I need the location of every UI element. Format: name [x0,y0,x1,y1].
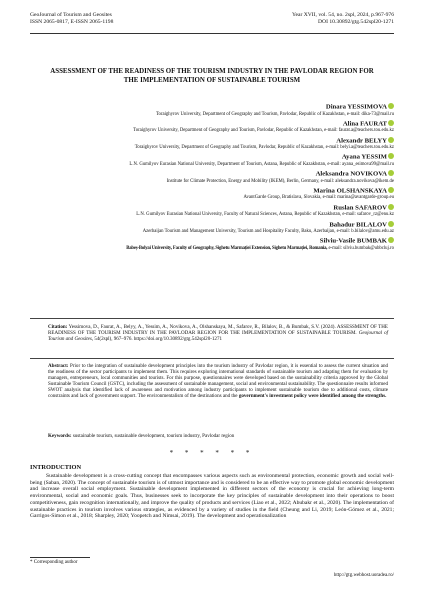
author-affiliation: AvantGarde Group, Bratislava, Slovakia, e-mail: marina@avantgarde-group.eu [243,195,394,201]
author-name: Aleksandra NOVIKOVA [315,170,387,178]
author-name: Bahadur BILALOV [329,221,387,229]
orcid-icon[interactable] [388,204,394,210]
orcid-icon[interactable] [388,137,394,143]
author-affiliation: Institute for Climate Protection, Energy and Mobility (IKEM), Berlin, Germany, e-mail: aleksandra.novikova@ikem.de [166,178,394,184]
author-name: Alexandr BELYY [336,137,387,145]
abstract-label: Abstract: [48,363,69,369]
citation-tail: , 54(2spl), 967–976. [91,336,133,343]
header-right [292,12,394,26]
paper-title: ASSESSMENT OF THE READINESS OF THE TOURISM INDUSTRY IN THE PAVLODAR REGION FOR THE IMPLEMENTATION OF SUSTAINABLE TOURISM [50,68,374,84]
author-block [30,204,394,219]
author-affiliation: Toraighyrov University, Department of Geography and Tourism, Pavlodar, Republic of Kazakhstan, e-mail: dika-73@mail.ru [155,111,394,117]
orcid-icon[interactable] [388,237,394,243]
header-divider [30,33,394,34]
citation-block [48,324,388,342]
orcid-icon[interactable] [388,187,394,193]
author-block [30,153,394,168]
author-affiliation: Toraighyrov University, Department of Geography and Tourism, Pavlodar, Republic of Kazakhstan, e-mail: faurat.a@teachers.tou.edu.kz [133,128,394,134]
author-block [30,137,394,152]
author-affiliation: Azerbaijan Tourism and Management University, Tourism and Hospitality Faculty, Baku, Azerbaijan, e-mail: b.bilalov@amu.edu.az [142,229,394,235]
author-list [30,103,394,254]
author-name: Ruslan SAFAROV [333,204,387,212]
footnote: * Corresponding author [30,560,78,565]
abstract-text: Prior to the integration of sustainable development principles into the tourism industry of Pavlodar region, it is essential to assess the current situation and the readiness of the sector participants to implement them. This requires exploring international standards of sustainable tourism and adapting them for evaluation by managers, entrepreneurs, local communities and tourists. For this purpose, questionnaires were developed based on the sustainability criteria approved by the Global Sustainable Tourism Council (GSTC), including the assessment of sustainable management, social and environmental sustainability. The questionnaire results informed SWOT analysis that identified lack of awareness and motivation among industry participants to implement sustainable tourism due to additional costs, climate constraints and lack of government support. The environmentalism of the destinations and the [48,363,388,400]
volume-info: Year XVII, vol. 54, no. 2spl, 2024, p.967-976 [292,12,394,18]
orcid-icon[interactable] [388,221,394,227]
author-block [30,237,394,252]
author-name: Dinara YESSIMOVA [325,103,387,111]
journal-name: GeoJournal of Tourism and Geosites [30,12,112,18]
header-left [30,12,113,26]
affiliation-bold: Babeș-Bolyai University, Faculty of Geography, Sighetu Marmației Extension, Sighetu Marmației, Romania, [126,245,328,251]
doi-header: DOI 10.30892/gtg.542spl20-1271 [318,19,394,26]
author-affiliation: L.N. Gumilyov Eurasian National University, Department of Tourism, Astana, Republic of Kazakhstan, e-mail: ayana_esimova99@mail.ru [129,161,394,167]
footnote-rule [30,557,90,558]
orcid-icon[interactable] [388,153,394,159]
abstract-block [48,363,388,400]
keywords-label: Keywords: [48,433,72,439]
author-name: Marina OLSHANSKAYA [313,187,387,195]
citation-journal: Geojournal of Tourism and Geosites [48,330,388,343]
citation-top-rule [30,318,394,319]
orcid-icon[interactable] [388,103,394,109]
author-affiliation [30,246,394,252]
author-block [30,103,394,118]
author-name: Alina FAURAT [342,120,387,128]
citation-text: Yessimova, D., Faurat, A., Belyy, A., Yessim, A., Novikova, A., Olshanskaya, M., Safarov, R., Bilalov, B., & Bumbak, S.V. (2024). ASSESSMENT OF THE READINESS OF THE TOURISM INDUSTRY IN THE PAVLODAR REGION FOR THE IMPLEMENTATION OF SUSTAINABLE TOURISM. [48,324,388,337]
orcid-icon[interactable] [388,170,394,176]
abstract-bold-tail: government's investment policy were identified among the strengths. [238,393,387,400]
orcid-icon[interactable] [388,120,394,126]
author-block [30,120,394,135]
section-separator: * * * * * * [169,449,255,457]
journal-url[interactable]: http://gtg.webhost.uoradea.ro/ [333,573,394,578]
keywords-block [48,433,388,439]
citation-doi-link[interactable]: https://doi.org/10.30892/gtg.542spl20-1271 [133,336,222,343]
introduction-text: Sustainable development is a cross-cutting concept that encompasses various aspects such as environmental protection, economic growth and social well-being (Saban, 2020). The concept of sustainable tourism is of utmost importance and is considered to be an effective way to promote global economic development and increase overall social employment. Sustainable development implemented in different sectors of the economy is crucial for achieving long-term environmental, social and economic goals. Thus, businesses seek to incorporate the key principles of sustainable development into their operations to boost competitiveness, gain recognition internationally, and improve the quality of products and services (Liao et al., 2022; Abubakr et al., 2020). The implementation of sustainable practices in tourism involves various strategies, as evidenced by a variety of studies in the field (Cheung and Li, 2019; León-Gómez et al., 2021; Garrigos-Simon et al., 2018; Sharpley, 2020; Yoopetch and Nimsai, 2019). The development and operationalization [30,473,394,520]
introduction-heading: INTRODUCTION [30,464,82,471]
page-header [30,12,394,26]
author-block [30,221,394,236]
issn: ISSN 2065-0817, E-ISSN 2065-1198 [30,19,114,26]
author-name: Silviu-Vasile BUMBAK [319,237,387,245]
author-block [30,187,394,202]
keywords-text: sustainable tourism, sustainable development, tourism industry, Pavlodar region [71,433,235,439]
author-affiliation: L.N. Gumilyov Eurasian National University, Faculty of Natural Sciences, Astana, Republic of Kazakhstan, e-mail: safarov_rz@enu.kz [136,212,394,218]
author-affiliation: Toraighyrov University, Department of Geography and Tourism, Pavlodar, Republic of Kazakhstan, e-mail: belyi.a@teachers.tou.edu.kz [134,145,394,151]
citation-label: Citation: [48,324,68,330]
affiliation-email: e-mail: silviu.bumbak@ubbcluj.ro [327,245,394,251]
author-name: Ayana YESSIM [341,153,387,161]
author-block [30,170,394,185]
citation-bottom-rule [30,358,394,359]
